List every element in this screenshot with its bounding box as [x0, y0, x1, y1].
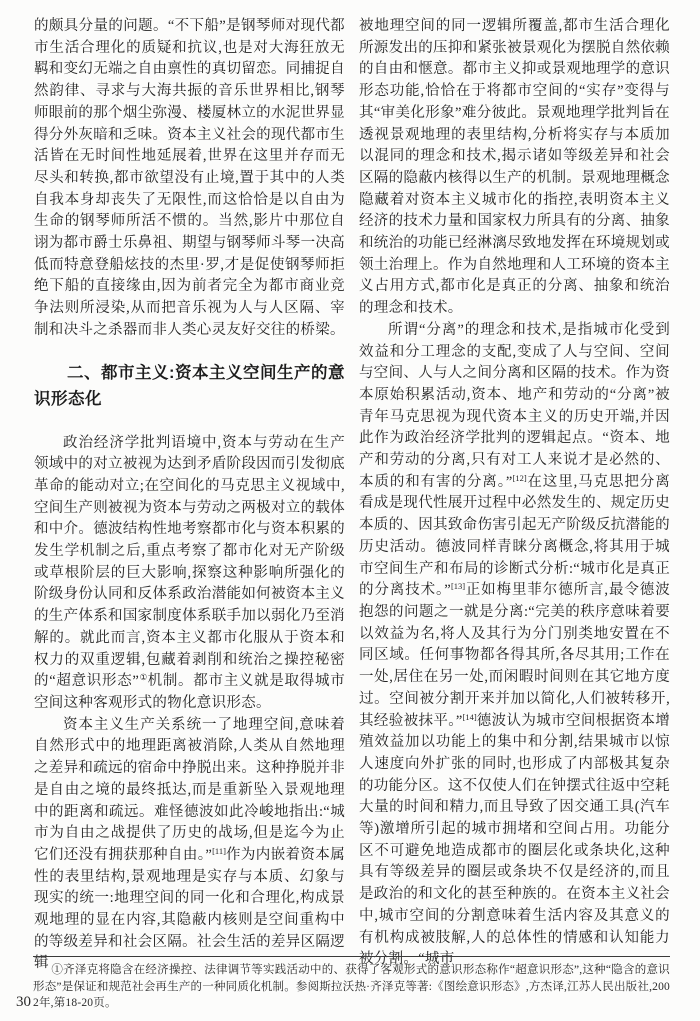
footnote-text: ①齐泽克将隐含在经济操控、法律调节等实践活动中的、获得了客观形式的意识形态称作“超意识形态”,这种“隐含的意识形态”是保证和规范社会再生产的一种同质化机制。参阅斯拉沃热·齐泽克等著:《图绘意识形态》,方杰译,江苏人民出版社,2002年,第18-20页。 — [33, 964, 670, 1009]
section-heading: 二、都市主义:资本主义空间生产的意识形态化 — [34, 363, 345, 408]
footnote-ref: [12] — [512, 472, 527, 483]
right-column — [359, 16, 670, 975]
paragraph: 所谓“分离”的理念和技术,是指城市化受到效益和分工理念的支配,变成了人与空间、空间与空间、人与人之间分离和区隔的技术。作为资本原始积累活动,资本、地产和劳动的“分离”被青年马克思视为现代资本主义的历史开端,并因此作为政治经济学批判的逻辑起点。“资本、地产和劳动的分离,只有对工人来说才是必然的、本质的和有害的分离。”[12]在这里,马克思把分离看成是现代性展开过程中必然发生的、规定历史本质的、因其致命伤害引起无产阶级反抗潜能的历史活动。德波同样青睐分离概念,将其用于城市空间生产和布局的诊断式分析:“城市化是真正的分离技术。”[13]正如梅里菲尔德所言,最令德波抱怨的问题之一就是分离:“完美的秩序意味着要以效益为名,将人及其行为分门别类地安置在不同区域。任何事物都各得其所,各尽其用;工作在一处,居住在另一处,而闲暇时间则在其它地方度过。空间被分割开来并加以简化,人们被转移开,其经验被抹平。”[14]德波认为城市空间根据资本增殖效益加以功能上的集中和分割,结果城市以惊人速度向外扩张的同时,也形成了内部极其复杂的功能分区。这不仅使人们在钟摆式往返中空耗大量的时间和精力,而且导致了因交通工具(汽车等)激增所引起的城市拥堵和空间占用。功能分区不可避免地造成都市的圈层化或条块化,这种具有等级差异的圈层或条块不仅是经济的,而且是政治的和文化的甚至种族的。在资本主义社会中,城市空间的分割意味着生活内容及其意义的有机构成被肢解,人的总体性的情感和认知能力被分割。“城市 — [359, 321, 670, 968]
paragraph: 被地理空间的同一逻辑所覆盖,都市生活合理化所源发出的压抑和紧张被景观化为摆脱自然依赖的自由和惬意。都市主义抑或景观地理学的意识形态功能,恰恰在于将都市空间的“实存”变得与其“审美化形象”难分彼此。景观地理学批判旨在透视景观地理的表里结构,分析将实存与本质加以混同的理念和技术,揭示诸如等级差异和社会区隔的隐蔽内核得以生产的机制。景观地理概念隐藏着对资本主义城市化的指控,表明资本主义经济的技术力量和国家权力所具有的分离、抽象和统治的功能已经淋漓尽致地发挥在环境规划或领土治理上。作为自然地理和人工环境的资本主义占用方式,都市化是真正的分离、抽象和统治的理念和技术。 — [359, 18, 670, 317]
paragraph: 资本主义生产关系统一了地理空间,意味着自然形式中的地理距离被消除,人类从自然地理之差异和疏远的宿命中挣脱出来。这种挣脱并非是自由之境的最终抵达,而是重新坠入景观地理中的距离和疏远。难怪德波如此冷峻地指出:“城市为自由之战提供了历史的战场,但是迄今为止它们还没有拥获那种自由。”[11]作为内嵌着资本属性的表里结构,景观地理是实存与本质、幻象与现实的统一:地理空间的同一化和合理化,构成景观地理的显在内容,其隐蔽内核则是空间重构中的等级差异和社会区隔。社会生活的差异区隔逻辑 — [34, 716, 345, 972]
left-column — [34, 16, 345, 975]
paragraph: 的颇具分量的问题。“不下船”是钢琴师对现代都市生活合理化的质疑和抗议,也是对大海狂放无羁和变幻无端之自由禀性的真切留恋。同捕捉自然韵律、寻求与大海共振的音乐世界相比,钢琴师眼前的那个烟尘弥漫、楼厦林立的水泥世界显得分外灰暗和乏味。资本主义社会的现代都市生活皆在无时间性地延展着,世界在这里并存而无尽头和转换,都市欲望没有止境,置于其中的人类自我本身却丧失了无限性,而这恰恰是以自由为生命的钢琴师所活不惯的。当然,影片中那位自诩为都市爵士乐鼻祖、期望与钢琴师斗琴一决高低而特意登船炫技的杰里·罗,才是促使钢琴师拒绝下船的直接缘由,因为前者完全为都市商业竞争法则所浸染,从而把音乐视为人与人区隔、宰制和决斗之杀器而非人类心灵友好交往的桥梁。 — [34, 18, 345, 338]
footnote-area — [33, 956, 670, 1012]
footnote-ref: [11] — [212, 845, 226, 856]
footnote-ref: [13] — [450, 581, 466, 592]
text-columns — [34, 16, 670, 975]
paragraph: 政治经济学批判语境中,资本与劳动在生产领域中的对立被视为达到矛盾阶段因而引发彻底革命的能动对立;在空间化的马克思主义视域中,空间生产则被视为资本与劳动之两极对立的载体和中介。德波结构性地考察都市化与资本积累的发生学机制之后,重点考察了都市化对无产阶级或草根阶层的巨大影响,探察这种影响所强化的阶级身份认同和反体系政治潜能如何被资本主义的生产体系和国家制度体系联手加以弱化乃至消解的。就此而言,资本主义都市化服从于资本和权力的双重逻辑,包藏着剥削和统治之操控秘密的“超意识形态”①机制。都市主义就是取得城市空间这种客观形式的物化意识形态。 — [34, 434, 345, 711]
footnote-ref: [14] — [462, 711, 477, 722]
page-number: 30 — [16, 994, 31, 1010]
footnote-ref: ① — [139, 672, 148, 683]
